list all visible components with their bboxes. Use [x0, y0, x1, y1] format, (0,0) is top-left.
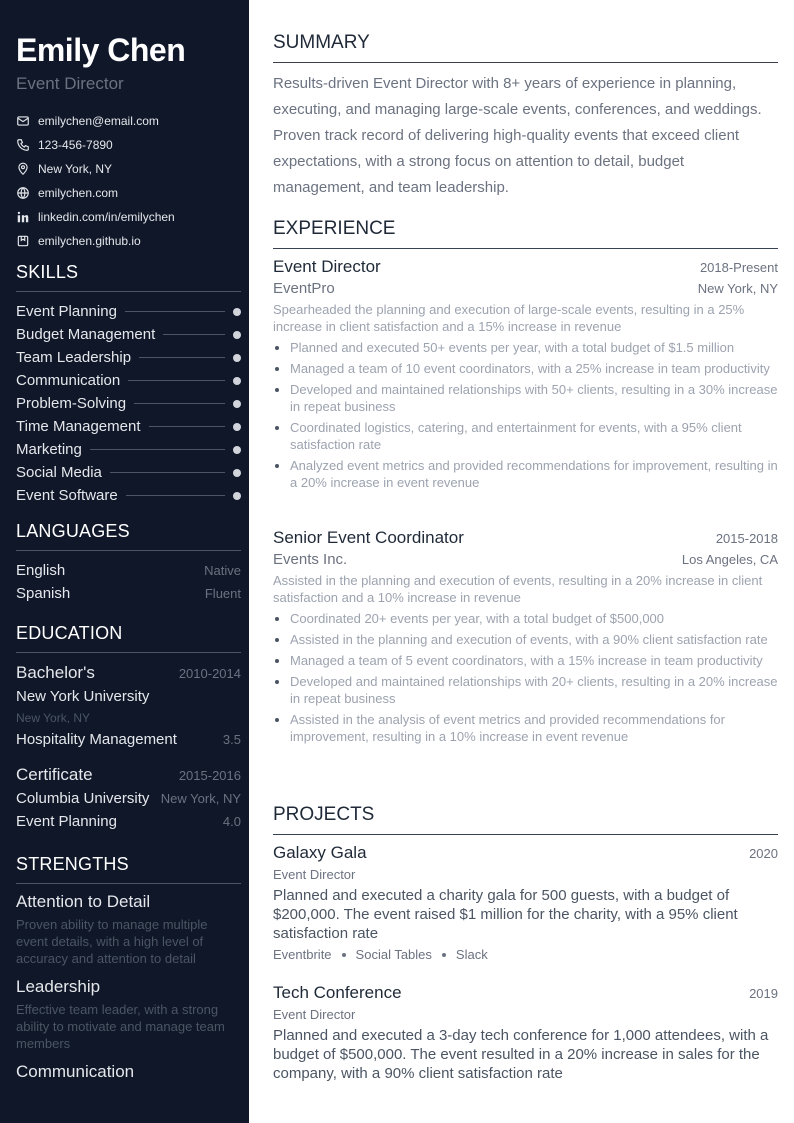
skills-heading: SKILLS: [16, 262, 241, 292]
language-item: Spanish Fluent: [16, 585, 241, 602]
skill-item: Event Planning: [16, 300, 241, 323]
location-pin-icon: [16, 162, 30, 176]
languages-heading: LANGUAGES: [16, 521, 241, 551]
candidate-title: Event Director: [16, 74, 124, 93]
list-item: Coordinated 20+ events per year, with a total budget of $500,000: [273, 610, 778, 627]
skill-item: Event Software: [16, 484, 241, 507]
envelope-icon: [16, 114, 30, 128]
project-entry: Galaxy Gala 2020 Event Director Planned and executed a charity gala for 500 guests, with a budget of $200,000. The event raised $1 million for the charity, with a 95% client satisfaction rate Eventbrite Social Tables Slack: [273, 843, 778, 962]
project-entry: Tech Conference 2019 Event Director Planned and executed a 3-day tech conference for 1,000 attendees, with a budget of $500,000. The event resulted in a 20% increase in sales for the company, with a 90% client satisfaction rate: [273, 983, 778, 1082]
company-name: Events Inc.: [273, 551, 348, 568]
list-item: Analyzed event metrics and provided recommendations for improvement, resulting in a 20% increase in event revenue: [273, 457, 778, 491]
strength-item: Leadership Effective team leader, with a strong ability to motivate and manage team members: [16, 977, 225, 1051]
list-item: Managed a team of 10 event coordinators, with a 25% increase in team productivity: [273, 360, 778, 377]
strengths-section: [16, 854, 241, 1082]
language-item: English Native: [16, 562, 241, 579]
experience-entry: Senior Event Coordinator 2015-2018 Events Inc. Los Angeles, CA Assisted in the planning and execution of events, resulting in a 20% increase in client satisfaction and a 10% increase in revenue Coordinated 20+ events per year, with a total budget of $500,000 Assisted in the planning and execution of events, with a 90% client satisfaction rate Managed a team of 5 event coordinators, with a 15% increase in team productivity Developed and maintained relationships with 20+ clients, resulting in a 20% increase in repeat business Assisted in the analysis of event metrics and provided recommendations for improvement, resulting in a 10% increase in event revenue: [273, 528, 778, 744]
contact-location: New York, NY: [16, 157, 240, 181]
list-item: Managed a team of 5 event coordinators, with a 15% increase in team productivity: [273, 652, 778, 669]
job-title: Senior Event Coordinator: [273, 528, 464, 547]
contact-phone[interactable]: 123-456-7890: [16, 133, 240, 157]
education-entry: Bachelor's 2010-2014 New York University New York, NY Hospitality Management 3.5: [16, 663, 241, 748]
education-heading: EDUCATION: [16, 623, 241, 653]
contact-website[interactable]: emilychen.com: [16, 181, 240, 205]
contact-email[interactable]: emilychen@email.com: [16, 109, 240, 133]
list-item: Planned and executed 50+ events per year, with a total budget of $1.5 million: [273, 339, 778, 356]
education-section: [16, 623, 241, 833]
education-entry: Certificate 2015-2016 Columbia University New York, NY Event Planning 4.0: [16, 765, 241, 830]
experience-entry: Event Director 2018-Present EventPro New York, NY Spearheaded the planning and execution of large-scale events, resulting in a 25% increase in client satisfaction and a 15% increase in revenue Planned and executed 50+ events per year, with a total budget of $1.5 million Managed a team of 10 event coordinators, with a 25% increase in team productivity Developed and maintained relationships with 50+ clients, resulting in a 30% increase in repeat business Coordinated logistics, catering, and entertainment for events, with a 95% client satisfaction rate Analyzed event metrics and provided recommendations for improvement, resulting in a 20% increase in event revenue: [273, 257, 778, 490]
project-tags: [273, 947, 778, 962]
contact-linkedin[interactable]: linkedin.com/in/emilychen: [16, 205, 240, 229]
summary-text: Results-driven Event Director with 8+ years of experience in planning, executing, and managing large-scale events, conferences, and weddings. Proven track record of delivering high-quality events that exceed client expectations, with a strong focus on attention to detail, budget management, and team leadership.: [273, 75, 762, 196]
strengths-heading: STRENGTHS: [16, 854, 241, 884]
sidebar: [0, 0, 249, 1123]
skills-section: [16, 262, 241, 507]
tag: Slack: [455, 947, 488, 962]
list-item: Assisted in the analysis of event metrics and provided recommendations for improvement, resulting in a 10% increase in event revenue: [273, 711, 778, 745]
list-item: Developed and maintained relationships with 50+ clients, resulting in a 30% increase in repeat business: [273, 381, 778, 415]
linkedin-icon: [16, 210, 30, 224]
project-title: Galaxy Gala: [273, 843, 367, 862]
tag: Social Tables: [355, 947, 432, 962]
summary-heading: SUMMARY: [273, 32, 778, 63]
experience-heading: EXPERIENCE: [273, 218, 778, 249]
skill-item: Team Leadership: [16, 346, 241, 369]
strength-item: Communication: [16, 1062, 135, 1081]
globe-icon: [16, 186, 30, 200]
company-name: EventPro: [273, 280, 335, 297]
projects-heading: PROJECTS: [273, 804, 778, 835]
skill-item: Communication: [16, 369, 241, 392]
skill-item: Social Media: [16, 461, 241, 484]
contact-list: [16, 109, 240, 253]
candidate-name: Emily Chen: [16, 32, 186, 68]
skill-item: Time Management: [16, 415, 241, 438]
skill-item: Budget Management: [16, 323, 241, 346]
skill-item: Marketing: [16, 438, 241, 461]
github-icon: [16, 234, 30, 248]
list-item: Coordinated logistics, catering, and entertainment for events, with a 95% client satisfaction rate: [273, 419, 778, 453]
languages-section: [16, 521, 241, 605]
job-title: Event Director: [273, 257, 381, 276]
tag: Eventbrite: [273, 947, 332, 962]
contact-github[interactable]: emilychen.github.io: [16, 229, 240, 253]
list-item: Assisted in the planning and execution of events, with a 90% client satisfaction rate: [273, 631, 778, 648]
phone-icon: [16, 138, 30, 152]
skill-item: Problem-Solving: [16, 392, 241, 415]
project-title: Tech Conference: [273, 983, 402, 1002]
strength-item: Attention to Detail Proven ability to manage multiple event details, with a high level of accuracy and attention to detail: [16, 892, 208, 966]
list-item: Developed and maintained relationships with 20+ clients, resulting in a 20% increase in repeat business: [273, 673, 778, 707]
